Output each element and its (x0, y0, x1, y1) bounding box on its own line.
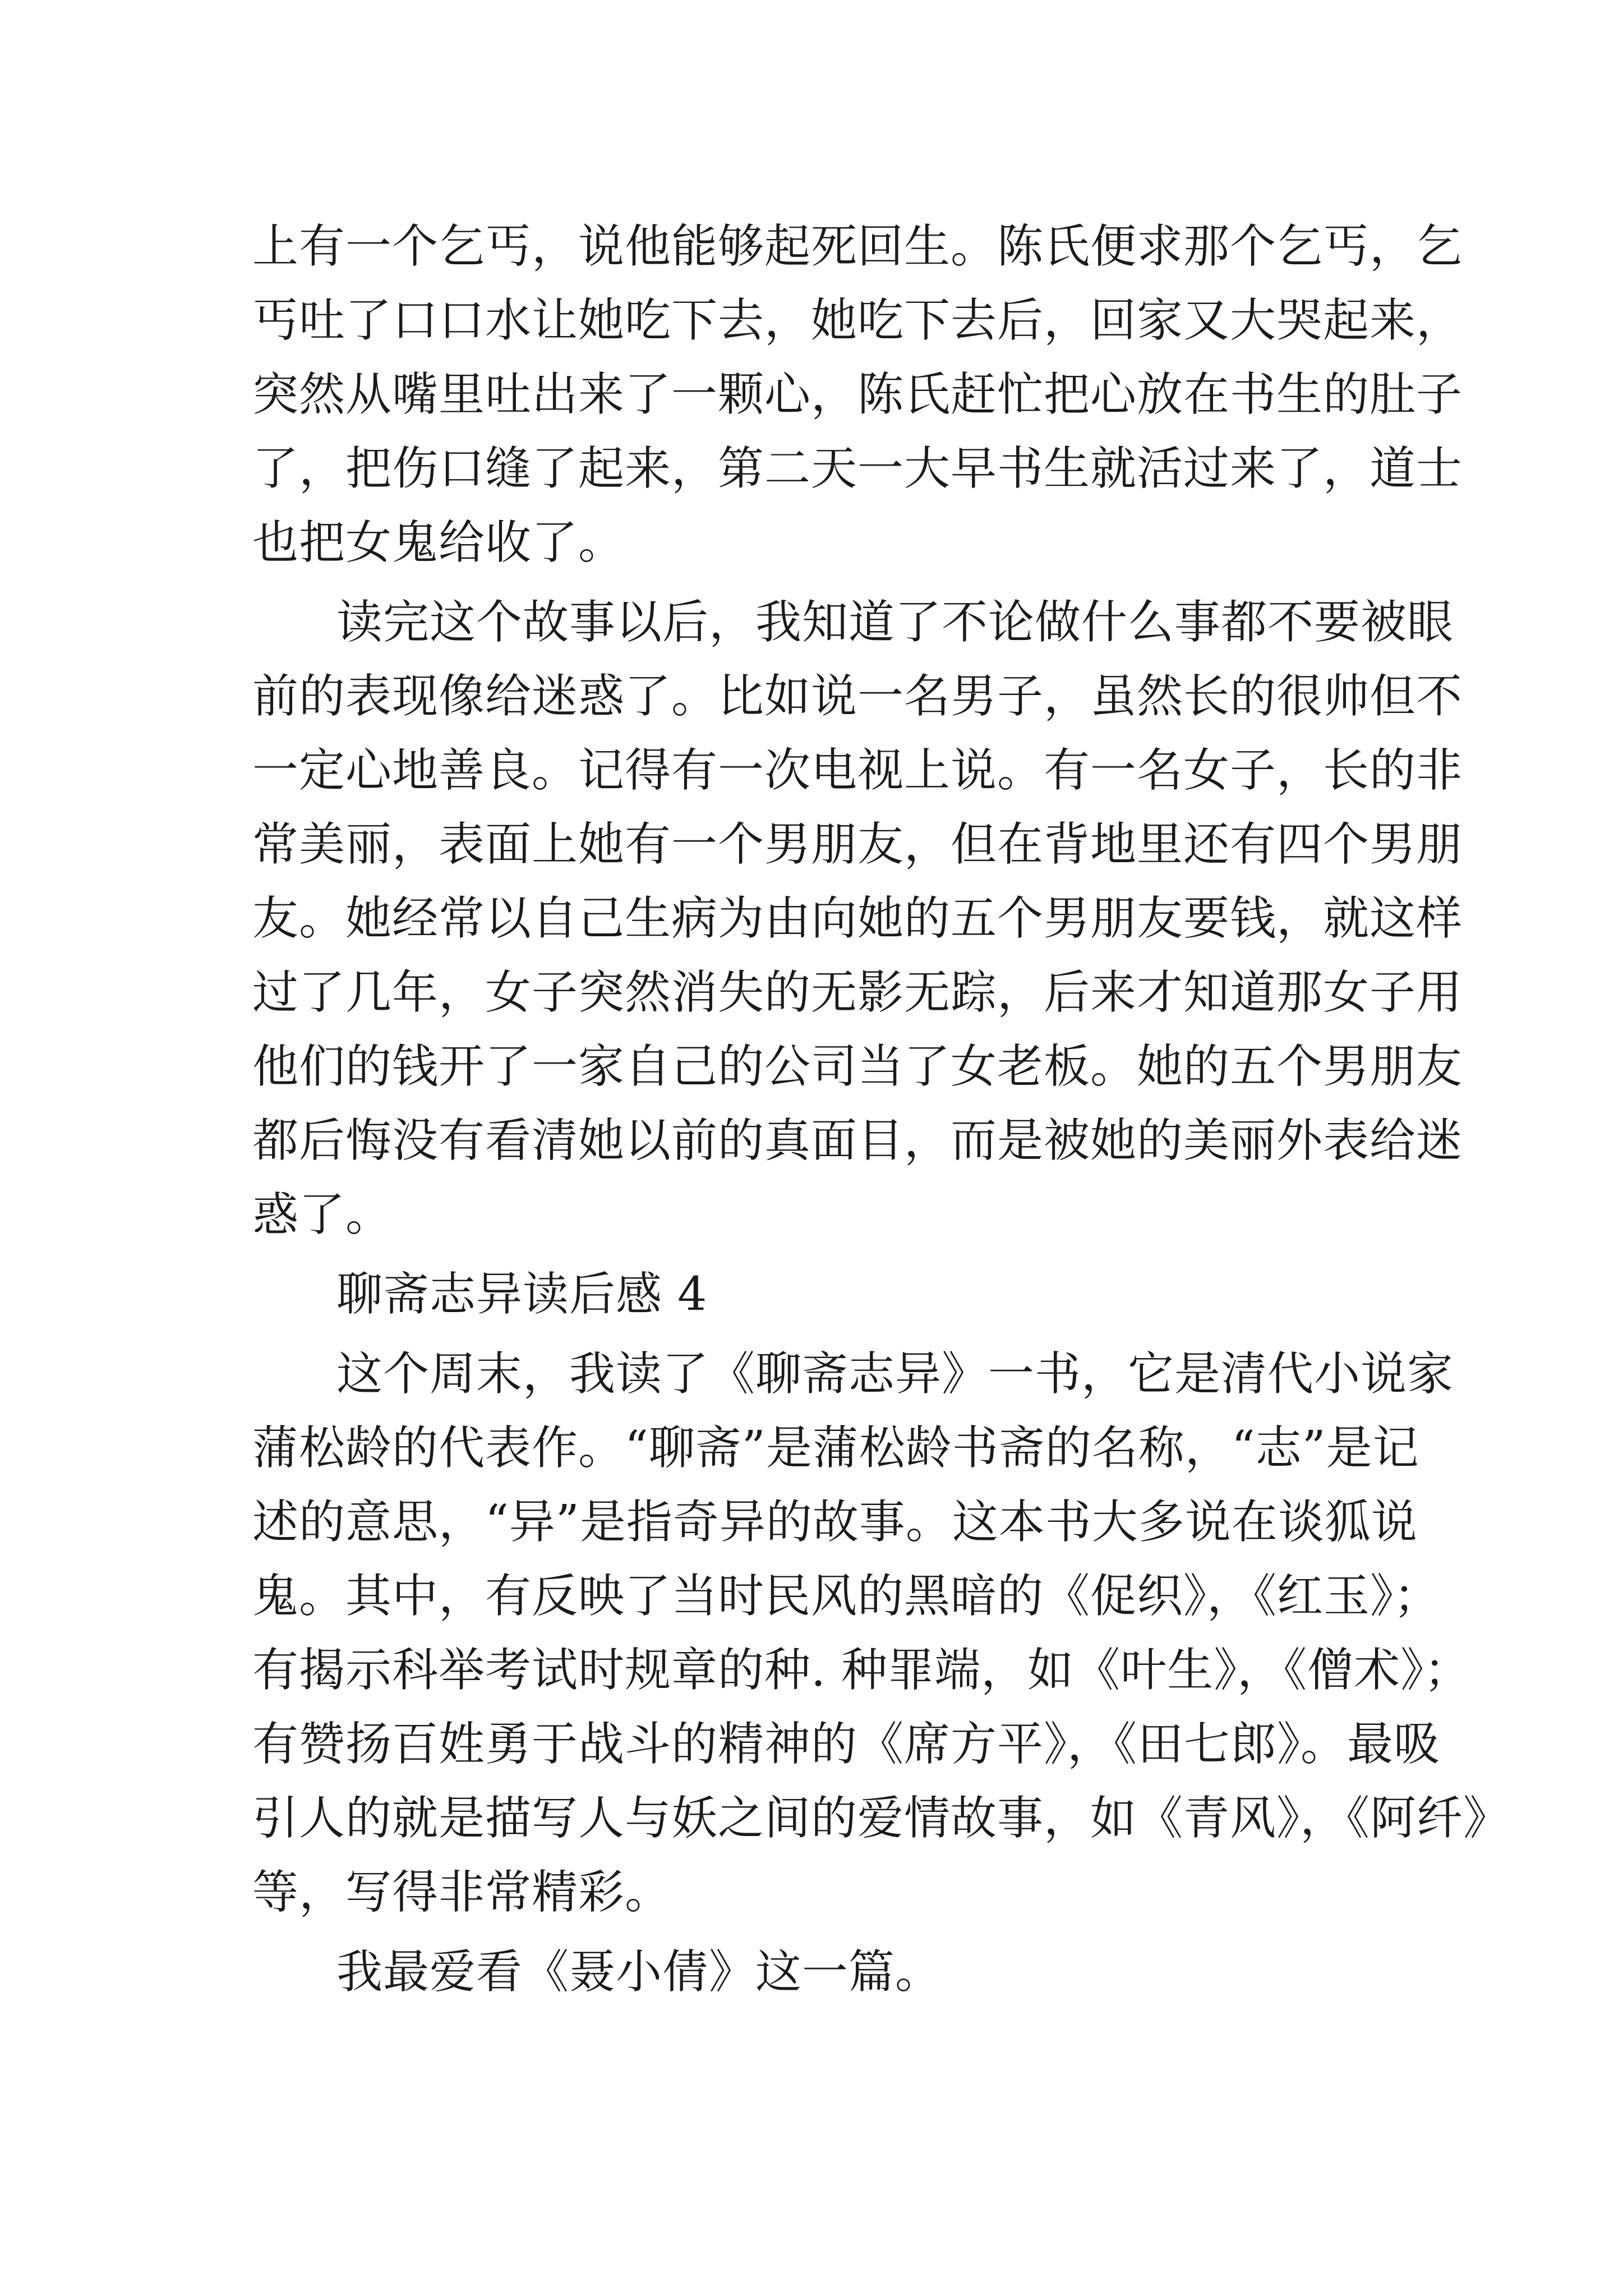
text-line: 有揭示科举考试时规章的种. 种罪端，如《叶生》，《僧术》； (252, 1644, 1471, 1697)
text-line: 了，把伤口缝了起来，第二天一大早书生就活过来了，道士 (252, 442, 1463, 495)
paragraph-start-line: 读完这个故事以后，我知道了不论做什么事都不要被眼 (336, 596, 1454, 649)
section-heading: 聊斋志异读后感 4 (336, 1268, 708, 1321)
text-line: 友。她经常以自己生病为由向她的五个男朋友要钱，就这样 (252, 892, 1463, 945)
text-line: 鬼。其中，有反映了当时民风的黑暗的《促织》，《红玉》； (252, 1570, 1441, 1623)
text-line: 上有一个乞丐，说他能够起死回生。陈氏便求那个乞丐，乞 (252, 220, 1463, 273)
text-line: 都后悔没有看清她以前的真面目，而是被她的美丽外表给迷 (252, 1114, 1463, 1167)
text-line: 引人的就是描写人与妖之间的爱情故事，如《青风》，《阿纤》 (252, 1792, 1510, 1845)
text-line: 等，写得非常精彩。 (252, 1866, 672, 1919)
text-line: 蒲松龄的代表作。“聊斋”是蒲松龄书斋的名称，“志”是记 (252, 1421, 1419, 1475)
paragraph-start-line: 我最爱看《聂小倩》这一篇。 (336, 1945, 942, 1999)
text-line: 述的意思，“异”是指奇异的故事。这本书大多说在谈狐说 (252, 1496, 1418, 1549)
text-line: 一定心地善良。记得有一次电视上说。有一名女子，长的非 (252, 744, 1463, 797)
text-line: 突然从嘴里吐出来了一颗心，陈氏赶忙把心放在书生的肚子 (252, 368, 1463, 421)
text-line: 前的表现像给迷惑了。比如说一名男子，虽然长的很帅但不 (252, 670, 1463, 723)
text-line: 有赞扬百姓勇于战斗的精神的《席方平》，《田七郎》。最吸 (252, 1718, 1441, 1771)
text-line: 他们的钱开了一家自己的公司当了女老板。她的五个男朋友 (252, 1040, 1463, 1093)
text-line: 惑了。 (252, 1188, 393, 1241)
paragraph-start-line: 这个周末，我读了《聊斋志异》一书，它是清代小说家 (336, 1347, 1454, 1401)
text-line: 过了几年，女子突然消失的无影无踪，后来才知道那女子用 (252, 966, 1463, 1019)
text-line: 也把女鬼给收了。 (252, 516, 625, 569)
text-line: 丐吐了口口水让她吃下去，她吃下去后，回家又大哭起来， (252, 294, 1463, 347)
text-line: 常美丽，表面上她有一个男朋友，但在背地里还有四个男朋 (252, 818, 1463, 871)
